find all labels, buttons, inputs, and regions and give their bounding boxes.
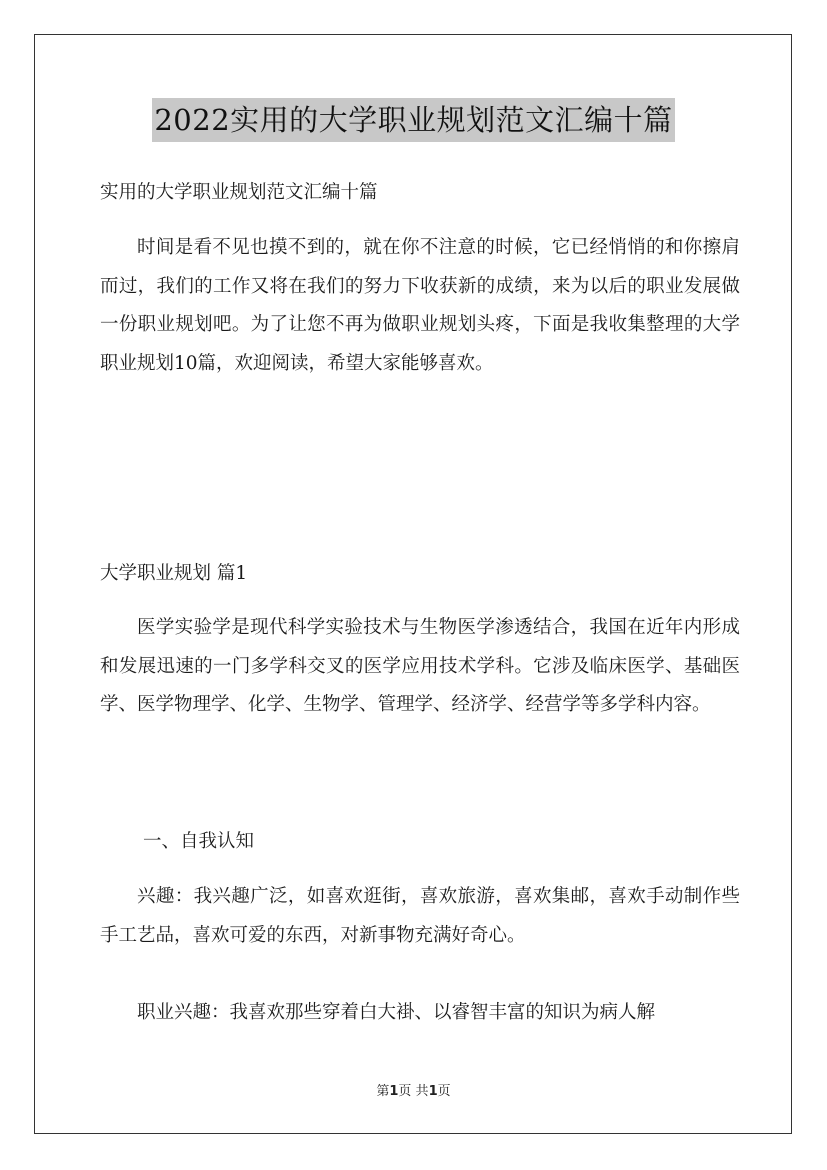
document-subtitle: 实用的大学职业规划范文汇编十篇 xyxy=(100,182,378,203)
page-footer xyxy=(0,1082,827,1102)
title-container xyxy=(0,98,827,142)
intro-paragraph: 时间是看不见也摸不到的，就在你不注意的时候，它已经悄悄的和你擦肩而过，我们的工作又将在我们的努力下收获新的成绩，来为以后的职业发展做一份职业规划吧。为了让您不再为做职业规划头疼，下面是我收集整理的大学职业规划10篇，欢迎阅读，希望大家能够喜欢。 xyxy=(100,237,740,374)
footer-mid: 页 共 xyxy=(398,1084,429,1099)
document-title: 2022实用的大学职业规划范文汇编十篇 xyxy=(152,98,674,142)
section1-paragraph: 医学实验学是现代科学实验技术与生物医学渗透结合，我国在近年内形成和发展迅速的一门多学科交叉的医学应用技术学科。它涉及临床医学、基础医学、医学物理学、化学、生物学、管理学、经济学、经营学等多学科内容。 xyxy=(100,617,740,716)
footer-suffix: 页 xyxy=(437,1084,451,1099)
interest-paragraph: 兴趣：我兴趣广泛，如喜欢逛街，喜欢旅游，喜欢集邮，喜欢手动制作些手工艺品，喜欢可爱的东西，对新事物充满好奇心。 xyxy=(100,886,740,946)
footer-current-page: 1 xyxy=(389,1084,399,1099)
career-interest-paragraph: 职业兴趣：我喜欢那些穿着白大褂、以睿智丰富的知识为病人解 xyxy=(137,1002,656,1023)
footer-prefix: 第 xyxy=(376,1084,390,1099)
section-heading-1: 大学职业规划 篇1 xyxy=(100,563,248,584)
self-awareness-heading: 一、自我认知 xyxy=(143,831,255,852)
footer-total-pages: 1 xyxy=(428,1084,438,1099)
